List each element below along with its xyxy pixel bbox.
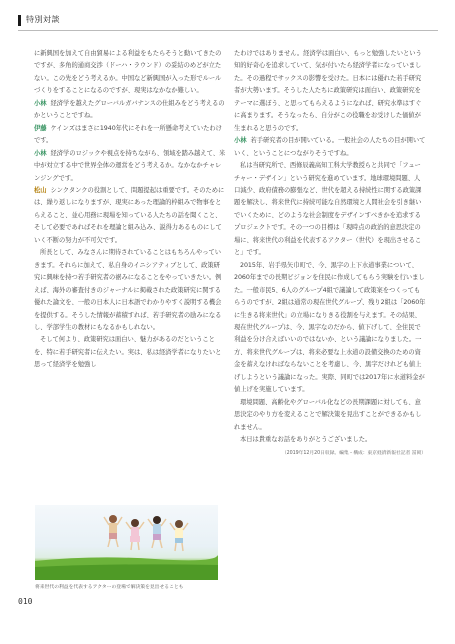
child-figure — [148, 516, 166, 548]
children-jumping-photo — [35, 505, 218, 580]
speaker-name: 小林 — [234, 137, 247, 145]
section-title: 特別対談 — [26, 15, 60, 24]
paragraph — [234, 397, 426, 434]
paragraph — [234, 135, 426, 160]
paragraph-text: そして何より、政策研究は面白い、魅力があるのだということを、特に若手研究者に伝えたい。実は、私は経済学者になりたいと思って経済学を勉強し — [34, 336, 222, 369]
source-note: （2019年12月20日収録。編集・構成：東京経済新報社記者 冨岡） — [281, 450, 426, 456]
child-figure — [126, 519, 144, 550]
paragraph-text: 若手研究者の目が開いている。一般社会の人たちの目が開いていく、ということにつながりそうですね。 — [234, 137, 426, 157]
paragraph-text: 環境問題、高齢化やグローバル化などの長期課題に対しても、意思決定のやり方を変えることで解決策を見出すことができるかもしれません。 — [234, 398, 422, 431]
paragraph-text: 本日は貴重なお話をありがとうございました。 — [240, 436, 372, 444]
left-text-column — [34, 48, 226, 372]
paragraph — [34, 247, 226, 334]
speaker-name: 伊藤 — [34, 124, 47, 132]
paragraph-text: シンクタンクの役割として、問題提起は重要です。そのためには、繰り返しになりますが、現実にあった理論的枠組みで物事をとらえること、並心用務に現場を知っている人たちの話を聞くこと、そして必要であればそれを理論と組み込み、説得力あるものにしていく不断の努力が不可欠です。 — [34, 186, 225, 244]
page-number: 010 — [18, 597, 33, 606]
header-divider — [18, 30, 438, 31]
speaker-name: 小林 — [34, 99, 47, 107]
speaker-name: 松山 — [34, 186, 47, 194]
paragraph-text: 私は当研究所で、西條辰義高知工科大学教授らと共同で「フューチャー・デザイン」という研究を進めています。地球環境問題、人口減少、政府債務の膨張など、世代を超える持続性に関する政策課題を解決し、将来世代に持続可能な自然環境と人間社会を引き継いでいくために、どのような社会制度をデザインすべきかを追求するプロジェクトです。その一つの目標は「現時点の政治的意思決定の場に、将来世代の利益を代表するアクター（世代）を現出させること」です。 — [234, 162, 422, 257]
child-figure — [170, 520, 188, 551]
paragraph — [34, 123, 226, 148]
paragraph-text: 2015年、岩手県矢巾町で、今、黒字の上下水道事業について、2060年までの長期ビジョンを住民に作成してもらう実験を行いました。一般市民5、6人のグループ4組で議論して政策案をつくってもらうのですが、2組は通常の現在世代グループ、残り2組は「2060年に生きる将来世代」の立場になりきる役割を与えます。その結果、現在世代グループは、今、黒字なのだから、値下げして、全住民で利益を分け合えばいいのではないか、という議論になりました。一方、将来世代グループは、将来必要な上水道の設備交換のための資金を蓄えなければならないことを考慮し、今、黒字だけれども値上げしようという議論になった。実際、同町では2017年に水道料金が値上げを実施しています。 — [234, 261, 426, 394]
right-text-column — [234, 48, 426, 459]
paragraph-text: 経済学を越えたグローバルガバナンスの仕組みをどう考えるのかということですね。 — [34, 99, 225, 120]
paragraph-text: に新興国を加えて自由貿易による利益をもたらそうと動いてきたのですが、多角的通商交渉（ドーハ・ラウンド）の妥結のめどが立たない。この先をどう考えるか。中国など新興国が入った形でルールづくりをすることになるのですが、現実はなかなか難しい。 — [34, 50, 222, 95]
paragraph — [234, 260, 426, 397]
paragraph — [34, 185, 226, 247]
photo-caption: 将来世代の利益を代表するアクターの登場で解決策を見出せることも — [35, 585, 184, 590]
paragraph — [34, 48, 226, 98]
child-figure — [104, 515, 122, 547]
paragraph — [34, 334, 226, 371]
paragraph — [234, 48, 426, 135]
right-paragraphs — [234, 48, 426, 447]
paragraph — [34, 98, 226, 123]
paragraph-text: たわけではありません。経済学は面白い、もっと勉強したいという知的好奇心を追求していて、気が付いたら経済学者になっていました。その過程でサックスの影響を受けた。日本には優れた若手研究者が大勢います。そうした人たちに政策研究は面白い、政策研究をテーマに選ぼう、と思ってもらえるようになれば、研究水準はすぐに高まります。そうなったら、自分がこの役職をお受けした価値が生まれると思うのです。 — [234, 50, 422, 132]
paragraph-text: 経済学のロジックや視点を持ちながら、領域を踏み越えて、米中が対立する中で世界全体の運営をどう考えるか。なかなかチャレンジングです。 — [34, 149, 226, 182]
header-marker — [18, 15, 21, 26]
paragraph-text: 所長として、みなさんに期待されていることはもちろんやっていきます。それらに加えて、私自身のイニシアティブとして、政策研究に興味を持つ若手研究者の裾みになることをやっていきたい。例えば、海外の審査付きのジャーナルに掲載された政策研究に関する優れた論文を、一般の日本人に日本語でわかりやすく説明する機会を提供する。そうした情報が蓄積すれば、若手研究者の励みになるし、学部学生の教材にもなるかもしれない。 — [34, 249, 222, 331]
paragraph — [34, 148, 226, 185]
paragraph — [234, 160, 426, 260]
speaker-name: 小林 — [34, 149, 47, 157]
paragraph — [234, 434, 426, 446]
paragraph-text: ケインズはまさに1940年代にそれを一所懸命考えていたわけです。 — [34, 124, 222, 145]
